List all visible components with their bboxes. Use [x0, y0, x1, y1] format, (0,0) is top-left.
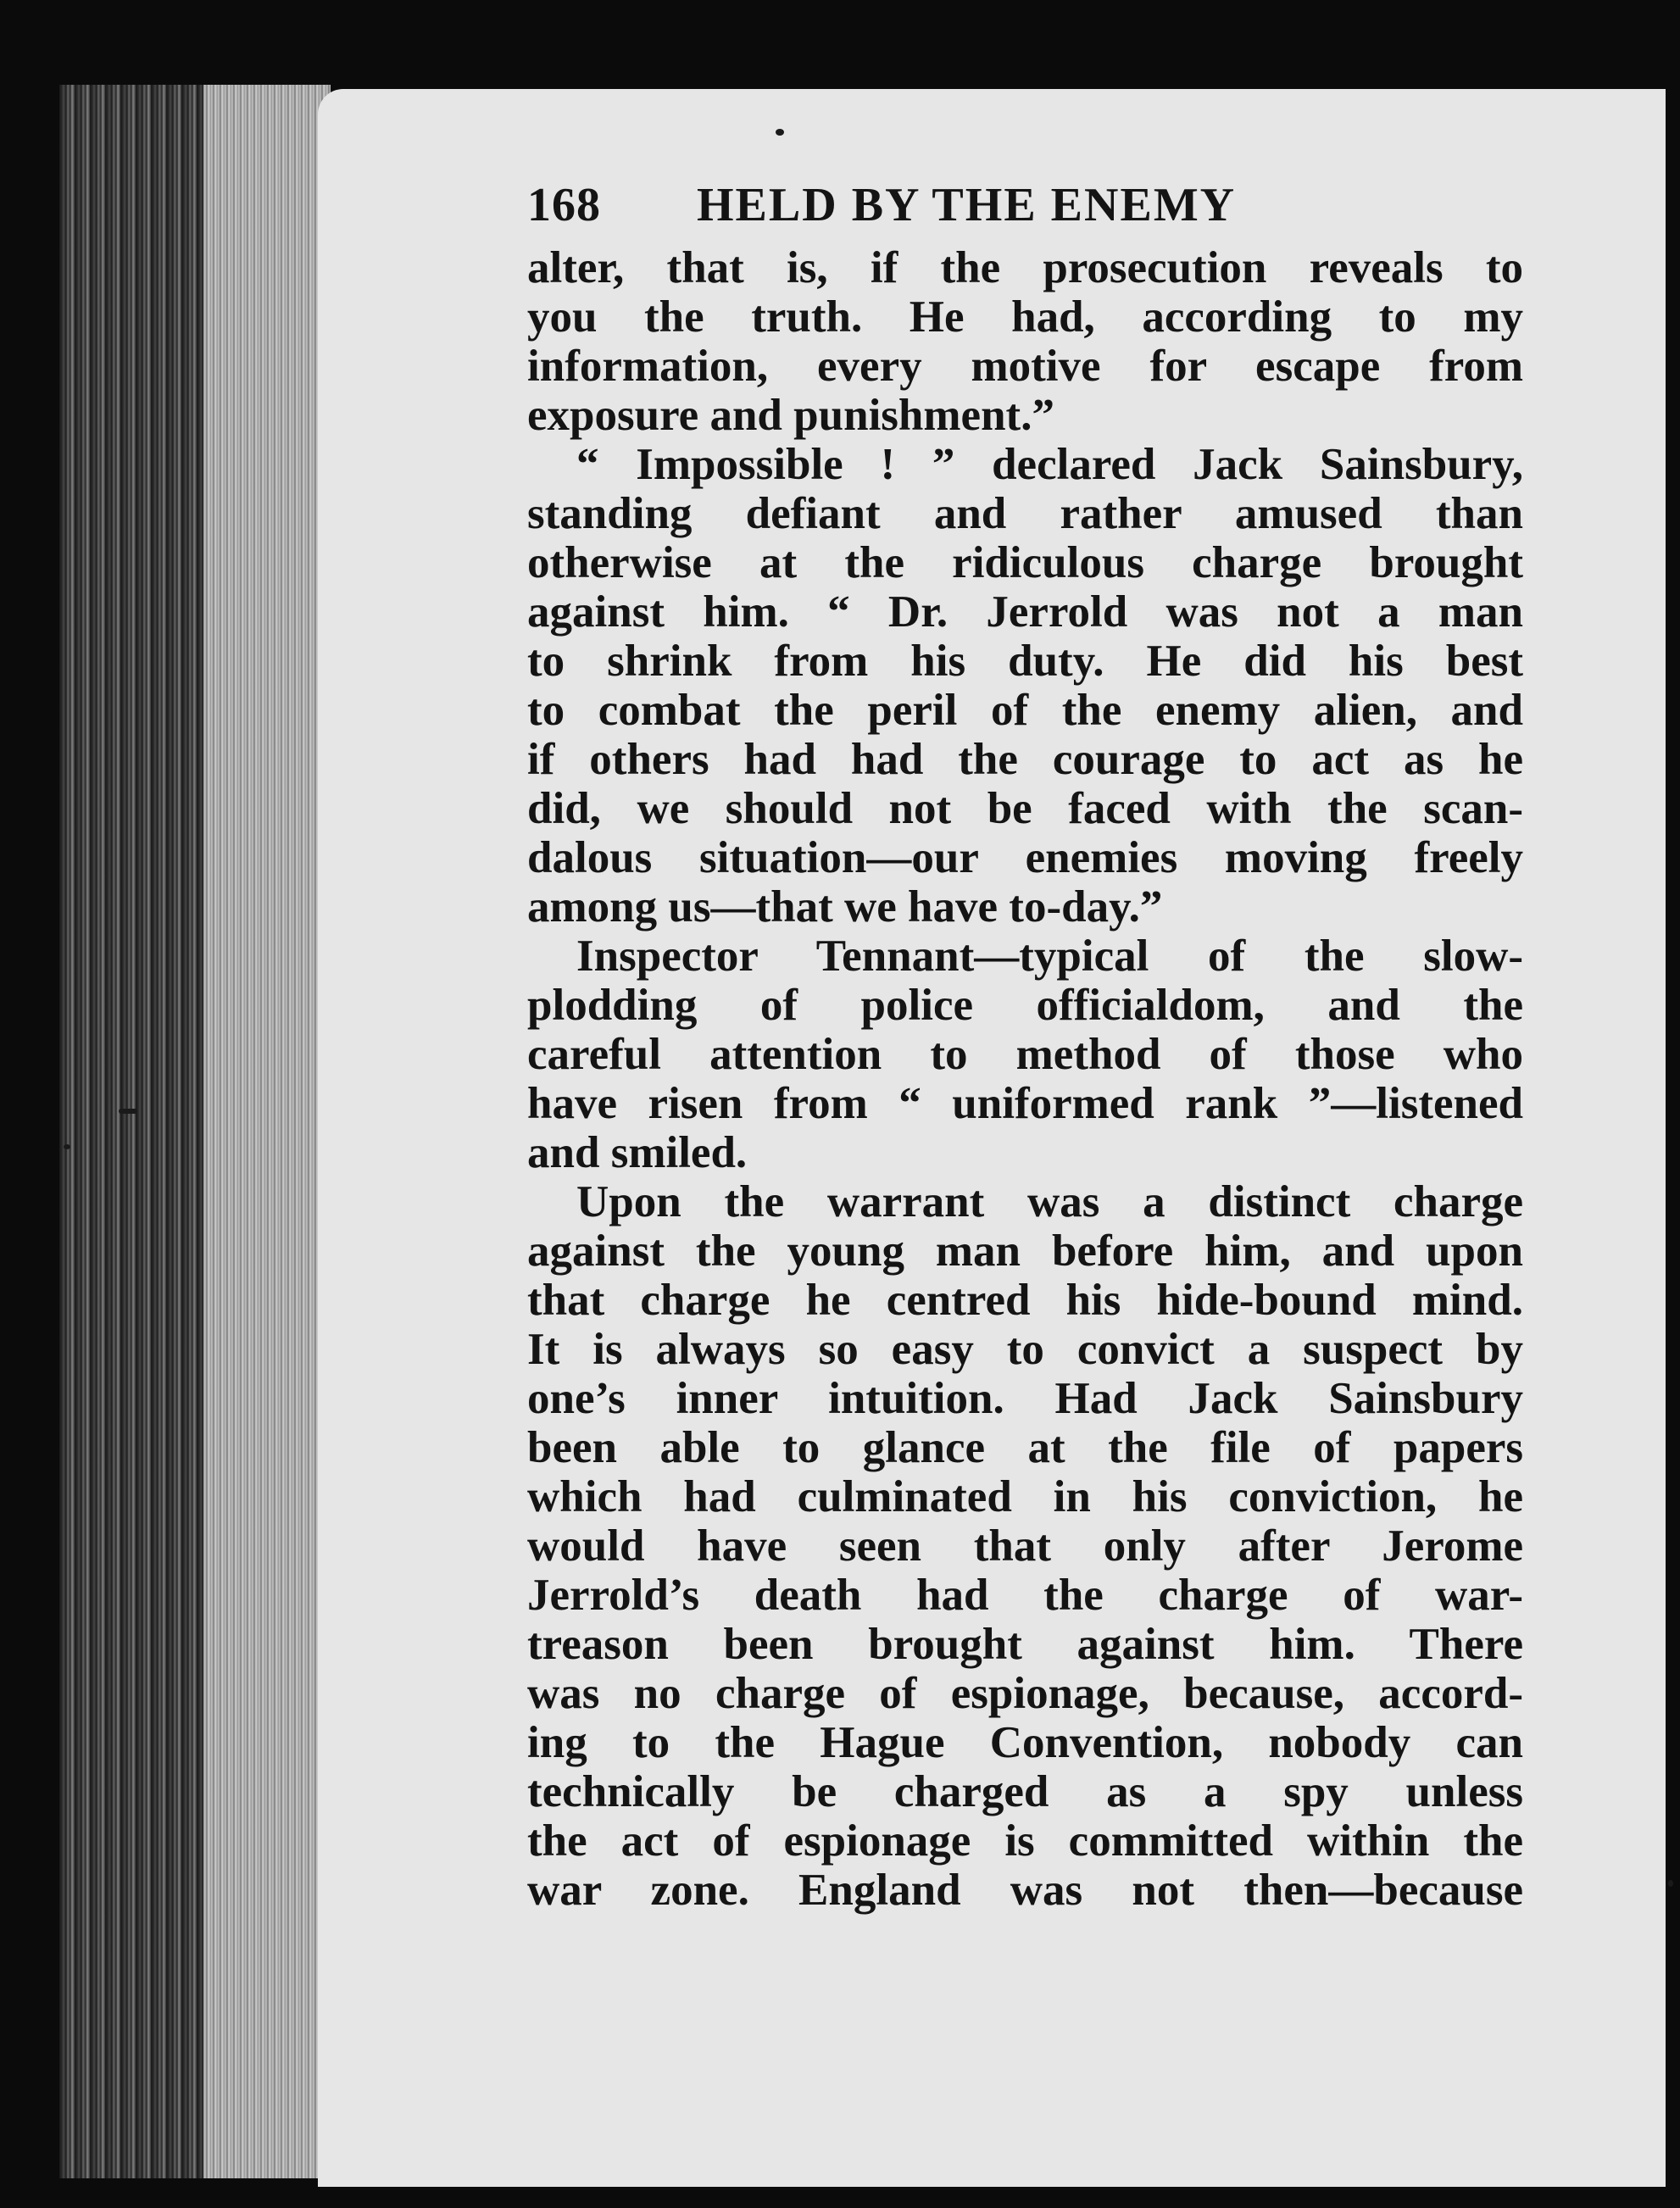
text-line: and smiled. [527, 1128, 748, 1177]
text-line: Inspector Tennant—typical of the slow- [576, 932, 1523, 981]
text-line: Jerrold’s death had the charge of war- [527, 1571, 1523, 1620]
speck-top [776, 129, 784, 136]
text-line: which had culminated in his conviction, he [527, 1472, 1523, 1521]
text-line: standing defiant and rather amused than [527, 489, 1523, 538]
text-line: was no charge of espionage, because, accord- [527, 1669, 1523, 1718]
text-line: information, every motive for escape from [527, 342, 1523, 391]
text-line: if others had had the courage to act as he [527, 735, 1523, 784]
speck-left [119, 1109, 137, 1114]
text-line: you the truth. He had, according to my [527, 292, 1523, 342]
book-page-edges [59, 85, 331, 2178]
text-line: against him. “ Dr. Jerrold was not a man [527, 587, 1523, 637]
speck-left-small [64, 1144, 70, 1149]
text-line: war zone. England was not then—because [527, 1866, 1523, 1915]
text-line: been able to glance at the file of papers [527, 1423, 1523, 1472]
text-line: technically be charged as a spy unless [527, 1767, 1523, 1816]
running-head [527, 174, 1523, 236]
text-line: alter, that is, if the prosecution reveals to [527, 243, 1523, 292]
text-line: It is always so easy to convict a suspect by [527, 1325, 1523, 1374]
text-line: one’s inner intuition. Had Jack Sainsbury [527, 1374, 1523, 1423]
text-line: plodding of police officialdom, and the [527, 981, 1523, 1030]
text-line: careful attention to method of those who [527, 1030, 1523, 1079]
running-title: HELD BY THE ENEMY [697, 179, 1237, 231]
text-line: ing to the Hague Convention, nobody can [527, 1718, 1523, 1767]
text-line: against the young man before him, and upon [527, 1226, 1523, 1276]
text-line: would have seen that only after Jerome [527, 1521, 1523, 1571]
text-line: did, we should not be faced with the scan- [527, 784, 1523, 833]
text-block [527, 174, 1523, 1915]
text-line: have risen from “ uniformed rank ”—listened [527, 1079, 1523, 1128]
text-line: that charge he centred his hide-bound mind. [527, 1276, 1523, 1325]
text-line: exposure and punishment.” [527, 391, 1054, 440]
text-line: dalous situation—our enemies moving freely [527, 833, 1523, 882]
text-line: the act of espionage is committed within the [527, 1816, 1523, 1866]
text-line: to combat the peril of the enemy alien, and [527, 686, 1523, 735]
text-line: to shrink from his duty. He did his best [527, 637, 1523, 686]
text-line: “ Impossible ! ” declared Jack Sainsbury, [576, 440, 1523, 489]
text-line: among us—that we have to-day.” [527, 882, 1163, 932]
page-number: 168 [527, 179, 601, 231]
text-line: treason been brought against him. There [527, 1620, 1523, 1669]
body-text [527, 243, 1523, 1915]
text-line: otherwise at the ridiculous charge brought [527, 538, 1523, 587]
speck-right [1668, 1880, 1673, 1887]
text-line: Upon the warrant was a distinct charge [576, 1177, 1523, 1226]
